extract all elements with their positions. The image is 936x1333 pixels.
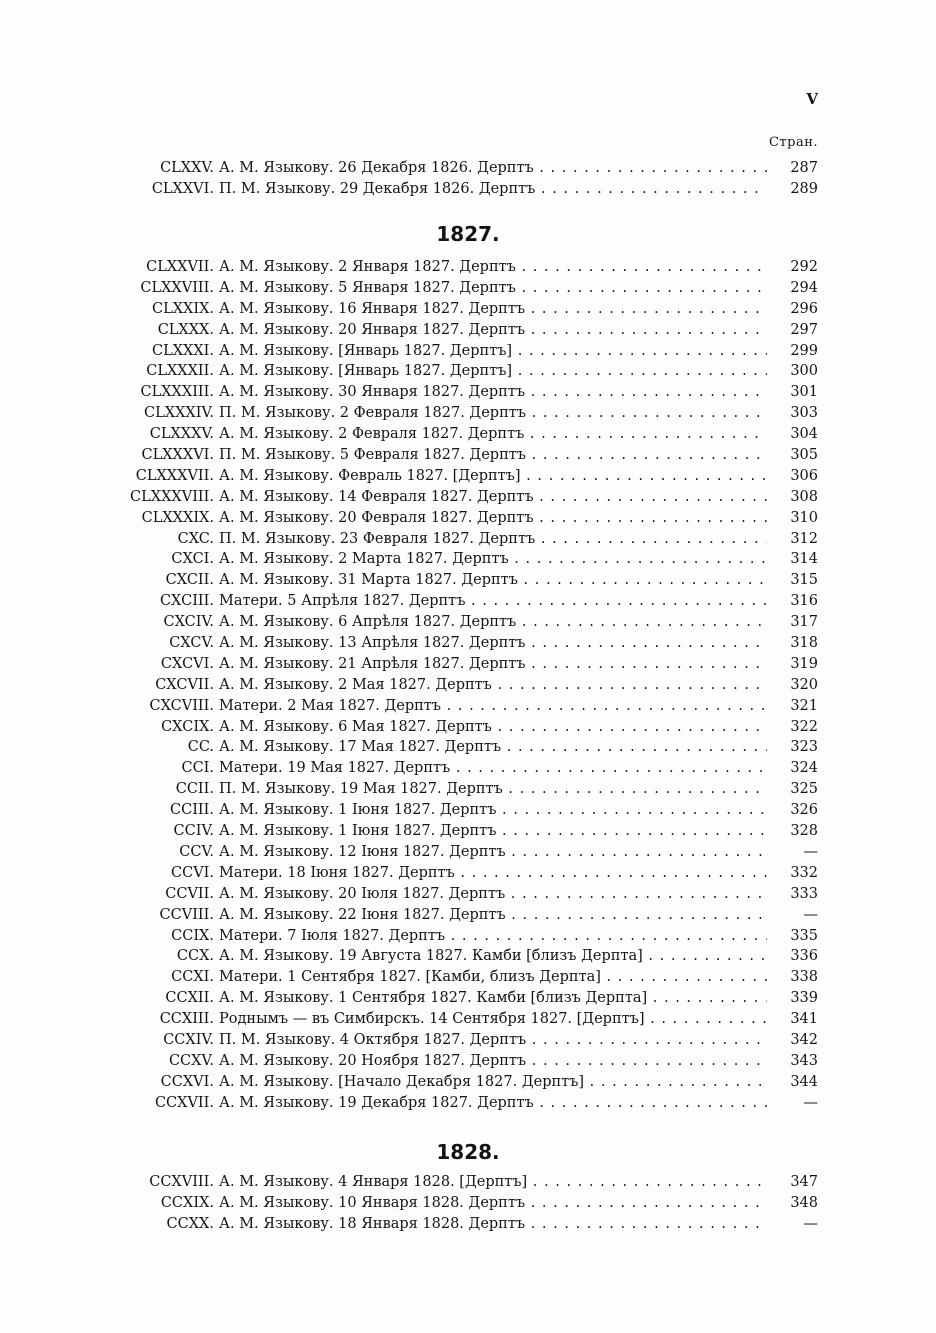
toc-entry (0, 466, 936, 487)
entry-title: А. М. Языкову. 2 Марта 1827. Дерптъ . . . (219, 549, 767, 570)
entry-page: 320 (790, 676, 818, 693)
entry-title: А. М. Языкову. 5 Января 1827. Дерптъ . . . (219, 278, 767, 299)
entry-title: А. М. Языкову. [Начало Декабря 1827. Дерптъ] . . . (219, 1072, 767, 1093)
toc-entry (0, 1172, 936, 1193)
entry-page: 325 (790, 781, 818, 798)
toc-entry (0, 926, 936, 947)
entry-number: CLXXVII. (146, 259, 214, 275)
entry-number: CCXIV. (163, 1031, 214, 1048)
entry-title: А. М. Языкову. 21 Апрѣля 1827. Дерптъ . . . (219, 654, 767, 675)
entry-number: CCX. (176, 948, 214, 965)
year-heading-1827: 1827. (436, 222, 500, 246)
entry-page: 338 (790, 969, 818, 986)
entry-number: CXCVI. (160, 655, 214, 672)
entry-title: А. М. Языкову. 19 Августа 1827. Камби [близъ Дерпта] . . . (219, 946, 767, 967)
entry-number: CLXXXIII. (140, 384, 214, 401)
entry-number: CCIII. (170, 802, 214, 819)
entry-title: П. М. Языкову. 19 Мая 1827. Дерптъ . . . (219, 779, 767, 800)
entry-page: 339 (790, 990, 818, 1007)
entry-title: А. М. Языкову. 20 Февраля 1827. Дерптъ . . . (219, 508, 767, 529)
entry-page: 324 (790, 760, 818, 777)
entry-page: 335 (790, 927, 818, 944)
entry-number: CLXXXII. (146, 363, 214, 380)
entry-page: — (803, 1215, 818, 1232)
entry-page: 314 (790, 551, 818, 568)
entry-title: А. М. Языкову. 30 Января 1827. Дерптъ . . . (219, 382, 767, 403)
entry-title: А. М. Языкову. 14 Февраля 1827. Дерптъ . . . (219, 487, 767, 508)
toc-entry (0, 779, 936, 800)
toc-entry (0, 758, 936, 779)
toc-entry (0, 508, 936, 529)
entry-page: 319 (790, 655, 818, 672)
entry-title: А. М. Языкову. 19 Декабря 1827. Дерптъ . . . (219, 1093, 767, 1114)
entry-page: 294 (790, 279, 818, 296)
toc-entry (0, 612, 936, 633)
entry-page: — (803, 906, 818, 923)
entry-number: CLXXXIX. (141, 509, 214, 526)
entry-page: — (803, 843, 818, 860)
entry-title: А. М. Языкову. 13 Апрѣля 1827. Дерптъ . . . (219, 633, 767, 654)
entry-number: CXC. (177, 530, 214, 547)
toc-entry (0, 654, 936, 675)
entry-number: CLXXVI. (151, 180, 214, 197)
entry-number: CXCVIII. (149, 697, 214, 714)
entry-title: Матери. 19 Мая 1827. Дерптъ . . . (219, 758, 767, 779)
entry-page: 347 (790, 1174, 818, 1190)
toc-entry (0, 320, 936, 341)
toc-entry (0, 299, 936, 320)
toc-entry (0, 1051, 936, 1072)
toc-entry (0, 591, 936, 612)
entry-number: CCVII. (165, 885, 214, 902)
entry-page: 321 (790, 697, 818, 714)
entry-number: CXCV. (169, 635, 214, 652)
entry-title: А. М. Языкову. 31 Марта 1827. Дерптъ . . . (219, 570, 767, 591)
entries-1827 (0, 257, 936, 1114)
entry-page: 316 (790, 593, 818, 610)
toc-entry (0, 884, 936, 905)
entry-number: CCXV. (168, 1052, 214, 1069)
toc-entry (0, 341, 936, 362)
entry-page: 308 (790, 488, 818, 505)
toc-entry (0, 361, 936, 382)
entry-title: А. М. Языкову. 20 Ноября 1827. Дерптъ . . . (219, 1051, 767, 1072)
toc-entry (0, 1093, 936, 1114)
toc-entry (0, 529, 936, 550)
entry-page: 299 (790, 342, 818, 359)
entry-title: А. М. Языкову. 17 Мая 1827. Дерптъ . . . (219, 737, 767, 758)
toc-entry (0, 1214, 936, 1235)
entry-number: CLXXX. (157, 321, 214, 338)
entry-title: А. М. Языкову. 1 Сентября 1827. Камби [близъ Дерпта] . . . (219, 988, 767, 1009)
entry-number: CLXXXVI. (141, 447, 214, 464)
toc-entry (0, 800, 936, 821)
toc-entry (0, 967, 936, 988)
entry-number: CCI. (181, 760, 214, 777)
toc-entry (0, 905, 936, 926)
toc-entry (0, 1193, 936, 1214)
entry-number: CCXIX. (160, 1194, 214, 1211)
entry-page: 315 (790, 572, 818, 589)
toc-entry (0, 382, 936, 403)
entry-title: А. М. Языкову. 1 Іюня 1827. Дерптъ . . . (219, 821, 767, 842)
entry-page: 348 (790, 1194, 818, 1211)
entry-page: 328 (790, 823, 818, 840)
entry-number: CXCVII. (155, 676, 214, 693)
entry-title: А. М. Языкову. [Январь 1827. Дерптъ] . . . (219, 341, 767, 362)
entry-number: CC. (187, 739, 214, 756)
entry-number: CCXVIII. (149, 1174, 214, 1190)
entry-page: 333 (790, 885, 818, 902)
entry-title: П. М. Языкову. 5 Февраля 1827. Дерптъ . . . (219, 445, 767, 466)
entry-title: А. М. Языкову. Февраль 1827. [Дерптъ] . . . (219, 466, 767, 487)
entry-title: Матери. 18 Іюня 1827. Дерптъ . . . (219, 863, 767, 884)
entry-title: Матери. 7 Іюля 1827. Дерптъ . . . (219, 926, 767, 947)
entry-page: 332 (790, 864, 818, 881)
entry-title: А. М. Языкову. 16 Января 1827. Дерптъ . . . (219, 299, 767, 320)
entry-number: CCIV. (173, 823, 214, 840)
entry-title: А. М. Языкову. 18 Января 1828. Дерптъ . . . (219, 1214, 767, 1235)
toc-entry (0, 1009, 936, 1030)
entry-page: 342 (790, 1031, 818, 1048)
entry-title: П. М. Языкову. 2 Февраля 1827. Дерптъ . . . (219, 403, 767, 424)
entry-title: П. М. Языкову. 29 Декабря 1826. Дерптъ . . . (219, 179, 767, 200)
entry-number: CLXXV. (160, 160, 214, 176)
toc-entry (0, 257, 936, 278)
toc-entry (0, 179, 936, 200)
entry-title: А. М. Языкову. 10 Января 1828. Дерптъ . . . (219, 1193, 767, 1214)
entry-page: 300 (790, 363, 818, 380)
entry-page: 323 (790, 739, 818, 756)
entry-title: А. М. Языкову. 4 Января 1828. [Дерптъ] . . . (219, 1172, 767, 1193)
entry-number: CLXXXI. (151, 342, 214, 359)
entry-page: 326 (790, 802, 818, 819)
entry-page: 287 (790, 160, 818, 176)
toc-entry (0, 278, 936, 299)
toc-entry (0, 675, 936, 696)
entry-title: А. М. Языкову. 2 Февраля 1827. Дерптъ . . . (219, 424, 767, 445)
toc-entry (0, 717, 936, 738)
toc-entry (0, 570, 936, 591)
entry-page: 301 (790, 384, 818, 401)
entry-title: П. М. Языкову. 4 Октября 1827. Дерптъ . . . (219, 1030, 767, 1051)
toc-entry (0, 821, 936, 842)
toc-entry (0, 1072, 936, 1093)
entry-page: 322 (790, 718, 818, 735)
entry-number: CCIX. (171, 927, 214, 944)
entry-number: CLXXXV. (149, 426, 214, 443)
entry-page: — (803, 1094, 818, 1111)
entry-page: 318 (790, 635, 818, 652)
toc-entry (0, 424, 936, 445)
toc-entry (0, 988, 936, 1009)
toc-entry (0, 158, 936, 179)
entry-title: А. М. Языкову. 22 Іюня 1827. Дерптъ . . . (219, 905, 767, 926)
toc-entry (0, 445, 936, 466)
entry-number: CCXII. (165, 990, 214, 1007)
entry-page: 303 (790, 405, 818, 422)
entry-title: А. М. Языкову. 20 Іюля 1827. Дерптъ . . . (219, 884, 767, 905)
entry-title: А. М. Языкову. 6 Апрѣля 1827. Дерптъ . . . (219, 612, 767, 633)
toc-entry (0, 403, 936, 424)
entry-title: П. М. Языкову. 23 Февраля 1827. Дерптъ . . . (219, 529, 767, 550)
entry-title: А. М. Языкову. 6 Мая 1827. Дерптъ . . . (219, 717, 767, 738)
entry-title: А. М. Языкову. 26 Декабря 1826. Дерптъ . . . (219, 158, 767, 179)
entry-number: CXCII. (165, 572, 214, 589)
entry-page: 336 (790, 948, 818, 965)
entry-page: 296 (790, 300, 818, 317)
entry-page: 292 (790, 259, 818, 275)
entry-page: 343 (790, 1052, 818, 1069)
toc-entry (0, 696, 936, 717)
entry-title: А. М. Языкову. 12 Іюня 1827. Дерптъ . . . (219, 842, 767, 863)
entry-page: 289 (790, 180, 818, 197)
entry-number: CCXIII. (159, 1011, 214, 1028)
entries-1826 (0, 158, 936, 200)
entry-title: Роднымъ — въ Симбирскъ. 14 Сентября 1827. [Дерптъ] . . . (219, 1009, 767, 1030)
entry-number: CXCI. (171, 551, 214, 568)
entry-number: CXCIX. (161, 718, 214, 735)
page-number: V (806, 90, 818, 108)
entry-title: Матери. 5 Апрѣля 1827. Дерптъ . . . (219, 591, 767, 612)
entry-number: CLXXIX. (151, 300, 214, 317)
entry-title: Матери. 2 Мая 1827. Дерптъ . . . (219, 696, 767, 717)
toc-entry (0, 1030, 936, 1051)
entry-page: 306 (790, 467, 818, 484)
toc-entry (0, 487, 936, 508)
toc-entry (0, 549, 936, 570)
entry-number: CLXXXIV. (144, 405, 214, 422)
entry-page: 312 (790, 530, 818, 547)
entry-title: А. М. Языкову. 2 Января 1827. Дерптъ . . . (219, 257, 767, 278)
entry-number: CCXVII. (154, 1094, 214, 1111)
entry-number: CCXX. (166, 1215, 214, 1232)
entry-title: А. М. Языкову. 20 Января 1827. Дерптъ . . . (219, 320, 767, 341)
toc-entry (0, 633, 936, 654)
entry-title: А. М. Языкову. [Январь 1827. Дерптъ] . . . (219, 361, 767, 382)
entry-title: А. М. Языкову. 2 Мая 1827. Дерптъ . . . (219, 675, 767, 696)
entry-number: CXCIII. (159, 593, 214, 610)
year-heading-1828: 1828. (436, 1140, 500, 1164)
entry-number: CCV. (179, 843, 214, 860)
entry-number: CCII. (175, 781, 214, 798)
entry-number: CCXI. (171, 969, 214, 986)
entry-title: Матери. 1 Сентября 1827. [Камби, близъ Дерпта] . . . (219, 967, 767, 988)
entry-title: А. М. Языкову. 1 Іюня 1827. Дерптъ . . . (219, 800, 767, 821)
entry-number: CLXXVIII. (140, 279, 214, 296)
entry-number: CXCIV. (163, 614, 214, 631)
entry-page: 297 (790, 321, 818, 338)
toc-entry (0, 946, 936, 967)
column-label: Стран. (768, 135, 818, 150)
entry-number: CCVI. (171, 864, 214, 881)
entry-page: 317 (790, 614, 818, 631)
entry-number: CLXXXVII. (135, 467, 214, 484)
entry-page: 344 (790, 1073, 818, 1090)
entry-number: CCXVI. (160, 1073, 214, 1090)
entry-page: 305 (790, 447, 818, 464)
entry-page: 341 (790, 1011, 818, 1028)
toc-entry (0, 737, 936, 758)
toc-entry (0, 863, 936, 884)
entry-page: 310 (790, 509, 818, 526)
entry-number: CLXXXVIII. (130, 488, 214, 505)
entry-page: 304 (790, 426, 818, 443)
entry-number: CCVIII. (159, 906, 214, 923)
toc-entry (0, 842, 936, 863)
entries-1828 (0, 1172, 936, 1235)
